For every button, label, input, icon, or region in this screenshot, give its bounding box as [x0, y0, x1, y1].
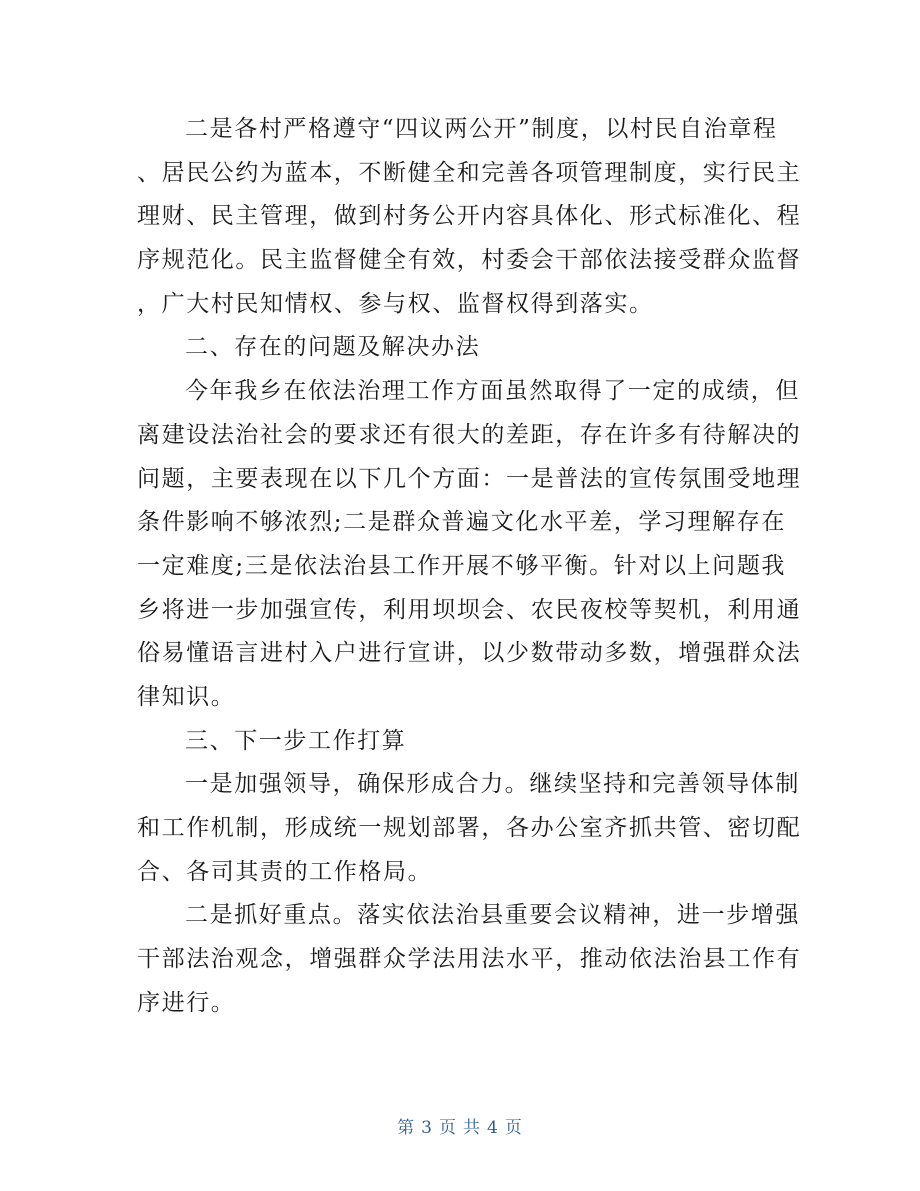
- text-line: 问题，主要表现在以下几个方面：一是普法的宣传氛围受地理: [137, 465, 802, 492]
- document-body: [137, 108, 802, 1025]
- text-line: 一定难度;三是依法治县工作开展不够平衡。针对以上问题我: [137, 552, 786, 579]
- footer-total-pages: 4: [487, 1118, 499, 1138]
- text-line: 今年我乡在依法治理工作方面虽然取得了一定的成绩，但: [185, 378, 800, 405]
- text-line: 二是抓好重点。落实依法治县重要会议精神，进一步增强: [185, 902, 800, 929]
- footer-total-word: 共: [463, 1118, 481, 1138]
- text-line: 和工作机制，形成统一规划部署，各办公室齐抓共管、密切配: [137, 815, 802, 841]
- footer-prefix: 第: [397, 1118, 416, 1138]
- text-line: ，广大村民知情权、参与权、监督权得到落实。: [137, 290, 654, 317]
- text-line: 序进行。: [137, 989, 236, 1016]
- text-line: 合、各司其责的工作格局。: [137, 858, 433, 885]
- text-line: 干部法治观念，增强群众学法用法水平，推动依法治县工作有: [137, 946, 802, 973]
- page-footer: [0, 1113, 920, 1138]
- text-line: 一是加强领导，确保形成合力。继续坚持和完善领导体制: [185, 771, 800, 798]
- footer-current-page: 3: [421, 1118, 433, 1138]
- text-line: 二、存在的问题及解决办法: [185, 334, 481, 361]
- text-line: 离建设法治社会的要求还有很大的差距，存在许多有待解决的: [137, 421, 802, 448]
- text-line: 序规范化。民主监督健全有效，村委会干部依法接受群众监督: [137, 247, 802, 274]
- text-line: 三、下一步工作打算: [185, 727, 407, 754]
- footer-page-word: 页: [439, 1118, 457, 1138]
- text-line: 、居民公约为蓝本，不断健全和完善各项管理制度，实行民主: [137, 159, 802, 186]
- text-line: 条件影响不够浓烈;二是群众普遍文化水平差，学习理解存在: [137, 509, 786, 536]
- text-line: 理财、民主管理，做到村务公开内容具体化、形式标准化、程: [137, 203, 802, 230]
- text-line: 二是各村严格遵守“四议两公开”制度，以村民自治章程: [185, 116, 778, 142]
- text-line: 律知识。: [137, 683, 236, 710]
- footer-suffix: 页: [504, 1118, 523, 1138]
- text-line: 俗易懂语言进村入户进行宣讲，以少数带动多数，增强群众法: [137, 640, 802, 667]
- text-line: 乡将进一步加强宣传，利用坝坝会、农民夜校等契机，利用通: [137, 596, 802, 623]
